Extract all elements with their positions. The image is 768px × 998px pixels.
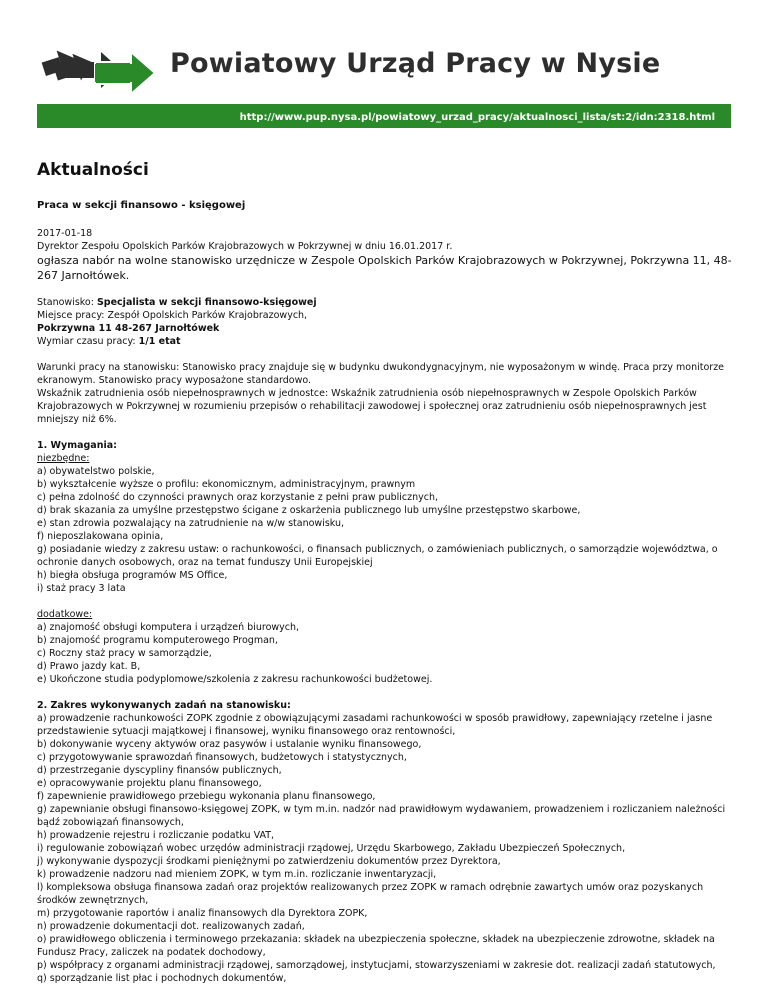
list-item: p) współpracy z organami administracji rządowej, samorządowej, instytucjami, stowarzyszeniami w zakresie dot. realizacji zadań statutowych, xyxy=(37,960,716,971)
list-item: b) wykształcenie wyższe o profilu: ekonomicznym, administracyjnym, prawnym xyxy=(37,479,416,490)
list-item: b) znajomość programu komputerowego Progman, xyxy=(37,635,278,646)
disability-index-text: Wskaźnik zatrudnienia osób niepełnosprawnych w jednostce: Wskaźnik zatrudnienia osób niepełnosprawnych w Zespole Opolskich Parków Krajobrazowych w Pokrzywnej w rozumieniu przepisów o rehabilitacji zawodowej i społecznej oraz zatrudnieniu osób niepełnosprawnych jest mniejszy niż 6%. xyxy=(37,388,707,425)
list-item: d) przestrzeganie dyscypliny finansów publicznych, xyxy=(37,765,282,776)
page-heading: Aktualności xyxy=(37,160,149,180)
hours-line xyxy=(37,335,737,348)
list-item: b) dokonywanie wyceny aktywów oraz pasywów i ustalanie wyniku finansowego, xyxy=(37,739,422,750)
list-item: h) prowadzenie rejestru i rozliczanie podatku VAT, xyxy=(37,830,275,841)
article-title: Praca w sekcji finansowo - księgowej xyxy=(37,200,246,211)
list-item: n) prowadzenie dokumentacji dot. realizowanych zadań, xyxy=(37,921,305,932)
site-header xyxy=(37,38,737,102)
list-item: j) wykonywanie dyspozycji środkami pieniężnymi po zatwierdzeniu dokumentów przez Dyrektora, xyxy=(37,856,501,867)
list-item: l) kompleksowa obsługa finansowa zadań oraz projektów realizowanych przez ZOPK w ramach odrębnie zawartych umów oraz pozyskanych środków zewnętrznych, xyxy=(37,882,704,906)
list-item: o) prawidłowego obliczenia i terminowego przekazania: składek na ubezpieczenia społeczne, składek na ubezpieczenie zdrowotne, składek na Fundusz Pracy, zaliczek na podatek dochodowy, xyxy=(37,934,715,958)
list-item: f) nieposzlakowana opinia, xyxy=(37,531,164,542)
logo-arrows-icon xyxy=(37,38,162,102)
list-item: a) prowadzenie rachunkowości ZOPK zgodnie z obowiązującymi zasadami rachunkowości w sposób prawidłowy, zapewniający rzetelne i jasne przedstawienie sytuacji majątkowej i finansowej, wyniku finansowego oraz rentowności, xyxy=(37,713,713,737)
list-item: a) znajomość obsługi komputera i urządzeń biurowych, xyxy=(37,622,300,633)
required-label: niezbędne: xyxy=(37,453,90,464)
article-intro xyxy=(37,227,737,283)
required-list xyxy=(37,465,737,595)
article-date: 2017-01-18 xyxy=(37,228,93,239)
list-item: c) przygotowywanie sprawozdań finansowych, budżetowych i statystycznych, xyxy=(37,752,407,763)
list-item: g) zapewnianie obsługi finansowo-księgowej ZOPK, w tym m.in. nadzór nad prawidłowym wydawaniem, prowadzeniem i rozliczaniem należności bądź zobowiązań finansowych, xyxy=(37,804,726,828)
list-item: a) obywatelstwo polskie, xyxy=(37,466,155,477)
tasks-list xyxy=(37,712,737,985)
list-item: c) pełna zdolność do czynności prawnych oraz korzystanie z pełni praw publicznych, xyxy=(37,492,439,503)
list-item: i) regulowanie zobowiązań wobec urzędów administracji rządowej, Urzędu Skarbowego, Zakładu Ubezpieczeń Społecznych, xyxy=(37,843,626,854)
url-bar xyxy=(37,104,731,128)
requirements-heading: 1. Wymagania: xyxy=(37,440,117,451)
list-item: m) przygotowanie raportów i analiz finansowych dla Dyrektora ZOPK, xyxy=(37,908,368,919)
director-line: Dyrektor Zespołu Opolskich Parków Krajobrazowych w Pokrzywnej w dniu 16.01.2017 r. xyxy=(37,241,453,252)
conditions-block xyxy=(37,361,737,426)
position-value: Specjalista w sekcji finansowo-księgowej xyxy=(96,297,317,308)
list-item: h) biegła obsługa programów MS Office, xyxy=(37,570,228,581)
position-label: Stanowisko: xyxy=(37,297,97,308)
additional-label: dodatkowe: xyxy=(37,609,93,620)
requirements-required xyxy=(37,439,737,595)
page-url-link[interactable]: http://www.pup.nysa.pl/powiatowy_urzad_pracy/aktualnosci_lista/st:2/idn:2318.html xyxy=(239,112,715,123)
list-item: q) sporządzanie list płac i pochodnych dokumentów, xyxy=(37,973,287,984)
additional-list xyxy=(37,621,737,686)
list-item: f) zapewnienie prawidłowego przebiegu wykonania planu finansowego, xyxy=(37,791,376,802)
lead-text: ogłasza nabór na wolne stanowisko urzędnicze w Zespole Opolskich Parków Krajobrazowych w Pokrzywnej, Pokrzywna 11, 48-267 Jarnołtówek. xyxy=(37,254,732,282)
list-item: e) Ukończone studia podyplomowe/szkolenia z zakresu rachunkowości budżetowej. xyxy=(37,674,433,685)
list-item: d) Prawo jazdy kat. B, xyxy=(37,661,141,672)
conditions-text: Warunki pracy na stanowisku: Stanowisko pracy znajduje się w budynku dwukondygnacyjnym, nie wyposażonym w windę. Praca przy monitorze ekranowym. Stanowisko pracy wyposażone standardowo. xyxy=(37,362,725,386)
list-item: d) brak skazania za umyślne przestępstwo ścigane z oskarżenia publicznego lub umyślne przestępstwo skarbowe, xyxy=(37,505,581,516)
tasks-heading: 2. Zakres wykonywanych zadań na stanowisku: xyxy=(37,700,291,711)
list-item: c) Roczny staż pracy w samorządzie, xyxy=(37,648,212,659)
list-item: e) opracowywanie projektu planu finansowego, xyxy=(37,778,262,789)
hours-label: Wymiar czasu pracy: xyxy=(37,336,139,347)
tasks-block xyxy=(37,699,737,985)
place-line: Miejsce pracy: Zespół Opolskich Parków Krajobrazowych, xyxy=(37,310,308,321)
hours-value: 1/1 etat xyxy=(138,336,181,347)
list-item: e) stan zdrowia pozwalający na zatrudnienie na w/w stanowisku, xyxy=(37,518,345,529)
position-info xyxy=(37,296,737,348)
requirements-additional xyxy=(37,608,737,686)
list-item: g) posiadanie wiedzy z zakresu ustaw: o rachunkowości, o finansach publicznych, o zamówieniach publicznych, o samorządzie województwa, o ochronie danych osobowych, oraz na temat funduszy Unii Europejskiej xyxy=(37,544,718,568)
list-item: k) prowadzenie nadzoru nad mieniem ZOPK, w tym m.in. rozliczanie inwentaryzacji, xyxy=(37,869,437,880)
address-line: Pokrzywna 11 48-267 Jarnołtówek xyxy=(37,323,220,334)
list-item: i) staż pracy 3 lata xyxy=(37,583,126,594)
site-title: Powiatowy Urząd Pracy w Nysie xyxy=(170,48,661,79)
main-content xyxy=(37,160,737,998)
position-line xyxy=(37,296,737,309)
